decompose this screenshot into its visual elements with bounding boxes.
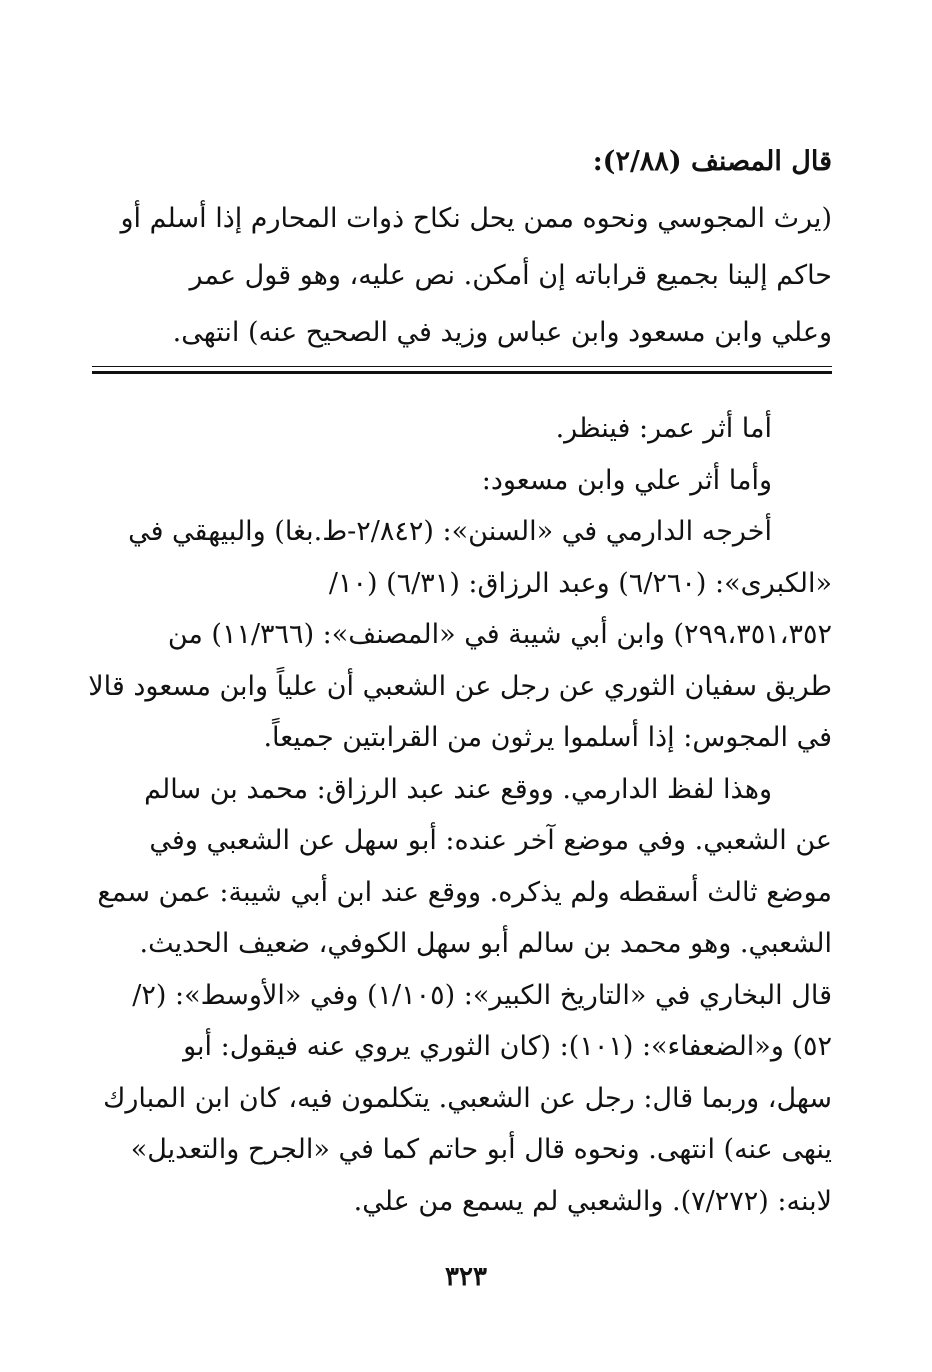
body-line: موضع ثالث أسقطه ولم يذكره. ووقع عند ابن أبي شيبة: عمن سمع [97,876,832,908]
body-line: عن الشعبي. وفي موضع آخر عنده: أبو سهل عن الشعبي وفي [149,825,832,856]
body-line: في المجوس: إذا أسلموا يرثون من القرابتين جميعاً. [263,722,832,753]
body-line: ينهى عنه) انتهى. ونحوه قال أبو حاتم كما في «الجرح والتعديل» [130,1134,832,1165]
quoted-text [96,190,832,361]
body-line: قال البخاري في «التاريخ الكبير»: (١/١٠٥) وفي «الأوسط»: (٢/ [132,979,832,1011]
body-line: الشعبي. وهو محمد بن سالم أبو سهل الكوفي، ضعيف الحديث. [139,928,832,959]
body-line: وأما أثر علي وابن مسعود: [481,464,772,496]
quote-line: وعلي وابن مسعود وابن عباس وزيد في الصحيح عنه) انتهى. [172,317,832,348]
commentary-text [86,403,832,1227]
divider-rule-thin [92,366,832,367]
body-line: طريق سفيان الثوري عن رجل عن الشعبي أن علياً وابن مسعود قالا [88,670,832,702]
body-line: أما أثر عمر: فينظر. [555,413,772,444]
body-line: سهل، وربما قال: رجل عن الشعبي. يتكلمون فيه، كان ابن المبارك [103,1082,832,1114]
body-line: «الكبرى»: (٦/٢٦٠) وعبد الرزاق: (٦/٣١) (١٠/ [328,567,832,599]
body-line: أخرجه الدارمي في «السنن»: (٢/٨٤٢-ط.بغا) والبيهقي في [128,516,772,547]
quote-line: حاكم إلينا بجميع قراباته إن أمكن. نص عليه، وهو قول عمر [189,260,832,291]
section-heading: قال المصنف (٢/٨٨): [592,146,832,177]
body-line: وهذا لفظ الدارمي. ووقع عند عبد الرزاق: محمد بن سالم [144,773,772,805]
body-line: ٢٩٩،٣٥١،٣٥٢) وابن أبي شيبة في «المصنف»: (١١/٣٦٦) من [167,619,832,650]
quote-line: (يرث المجوسي ونحوه ممن يحل نكاح ذوات المحارم إذا أسلم أو [120,203,832,234]
divider-rule-thick [92,371,832,374]
body-line: ٥٢) و«الضعفاء»: (١٠١): (كان الثوري يروي عنه فيقول: أبو [183,1031,832,1062]
page-number: ٣٢٣ [445,1262,487,1292]
body-line: لابنه: (٧/٢٧٢). والشعبي لم يسمع من علي. [353,1185,832,1217]
